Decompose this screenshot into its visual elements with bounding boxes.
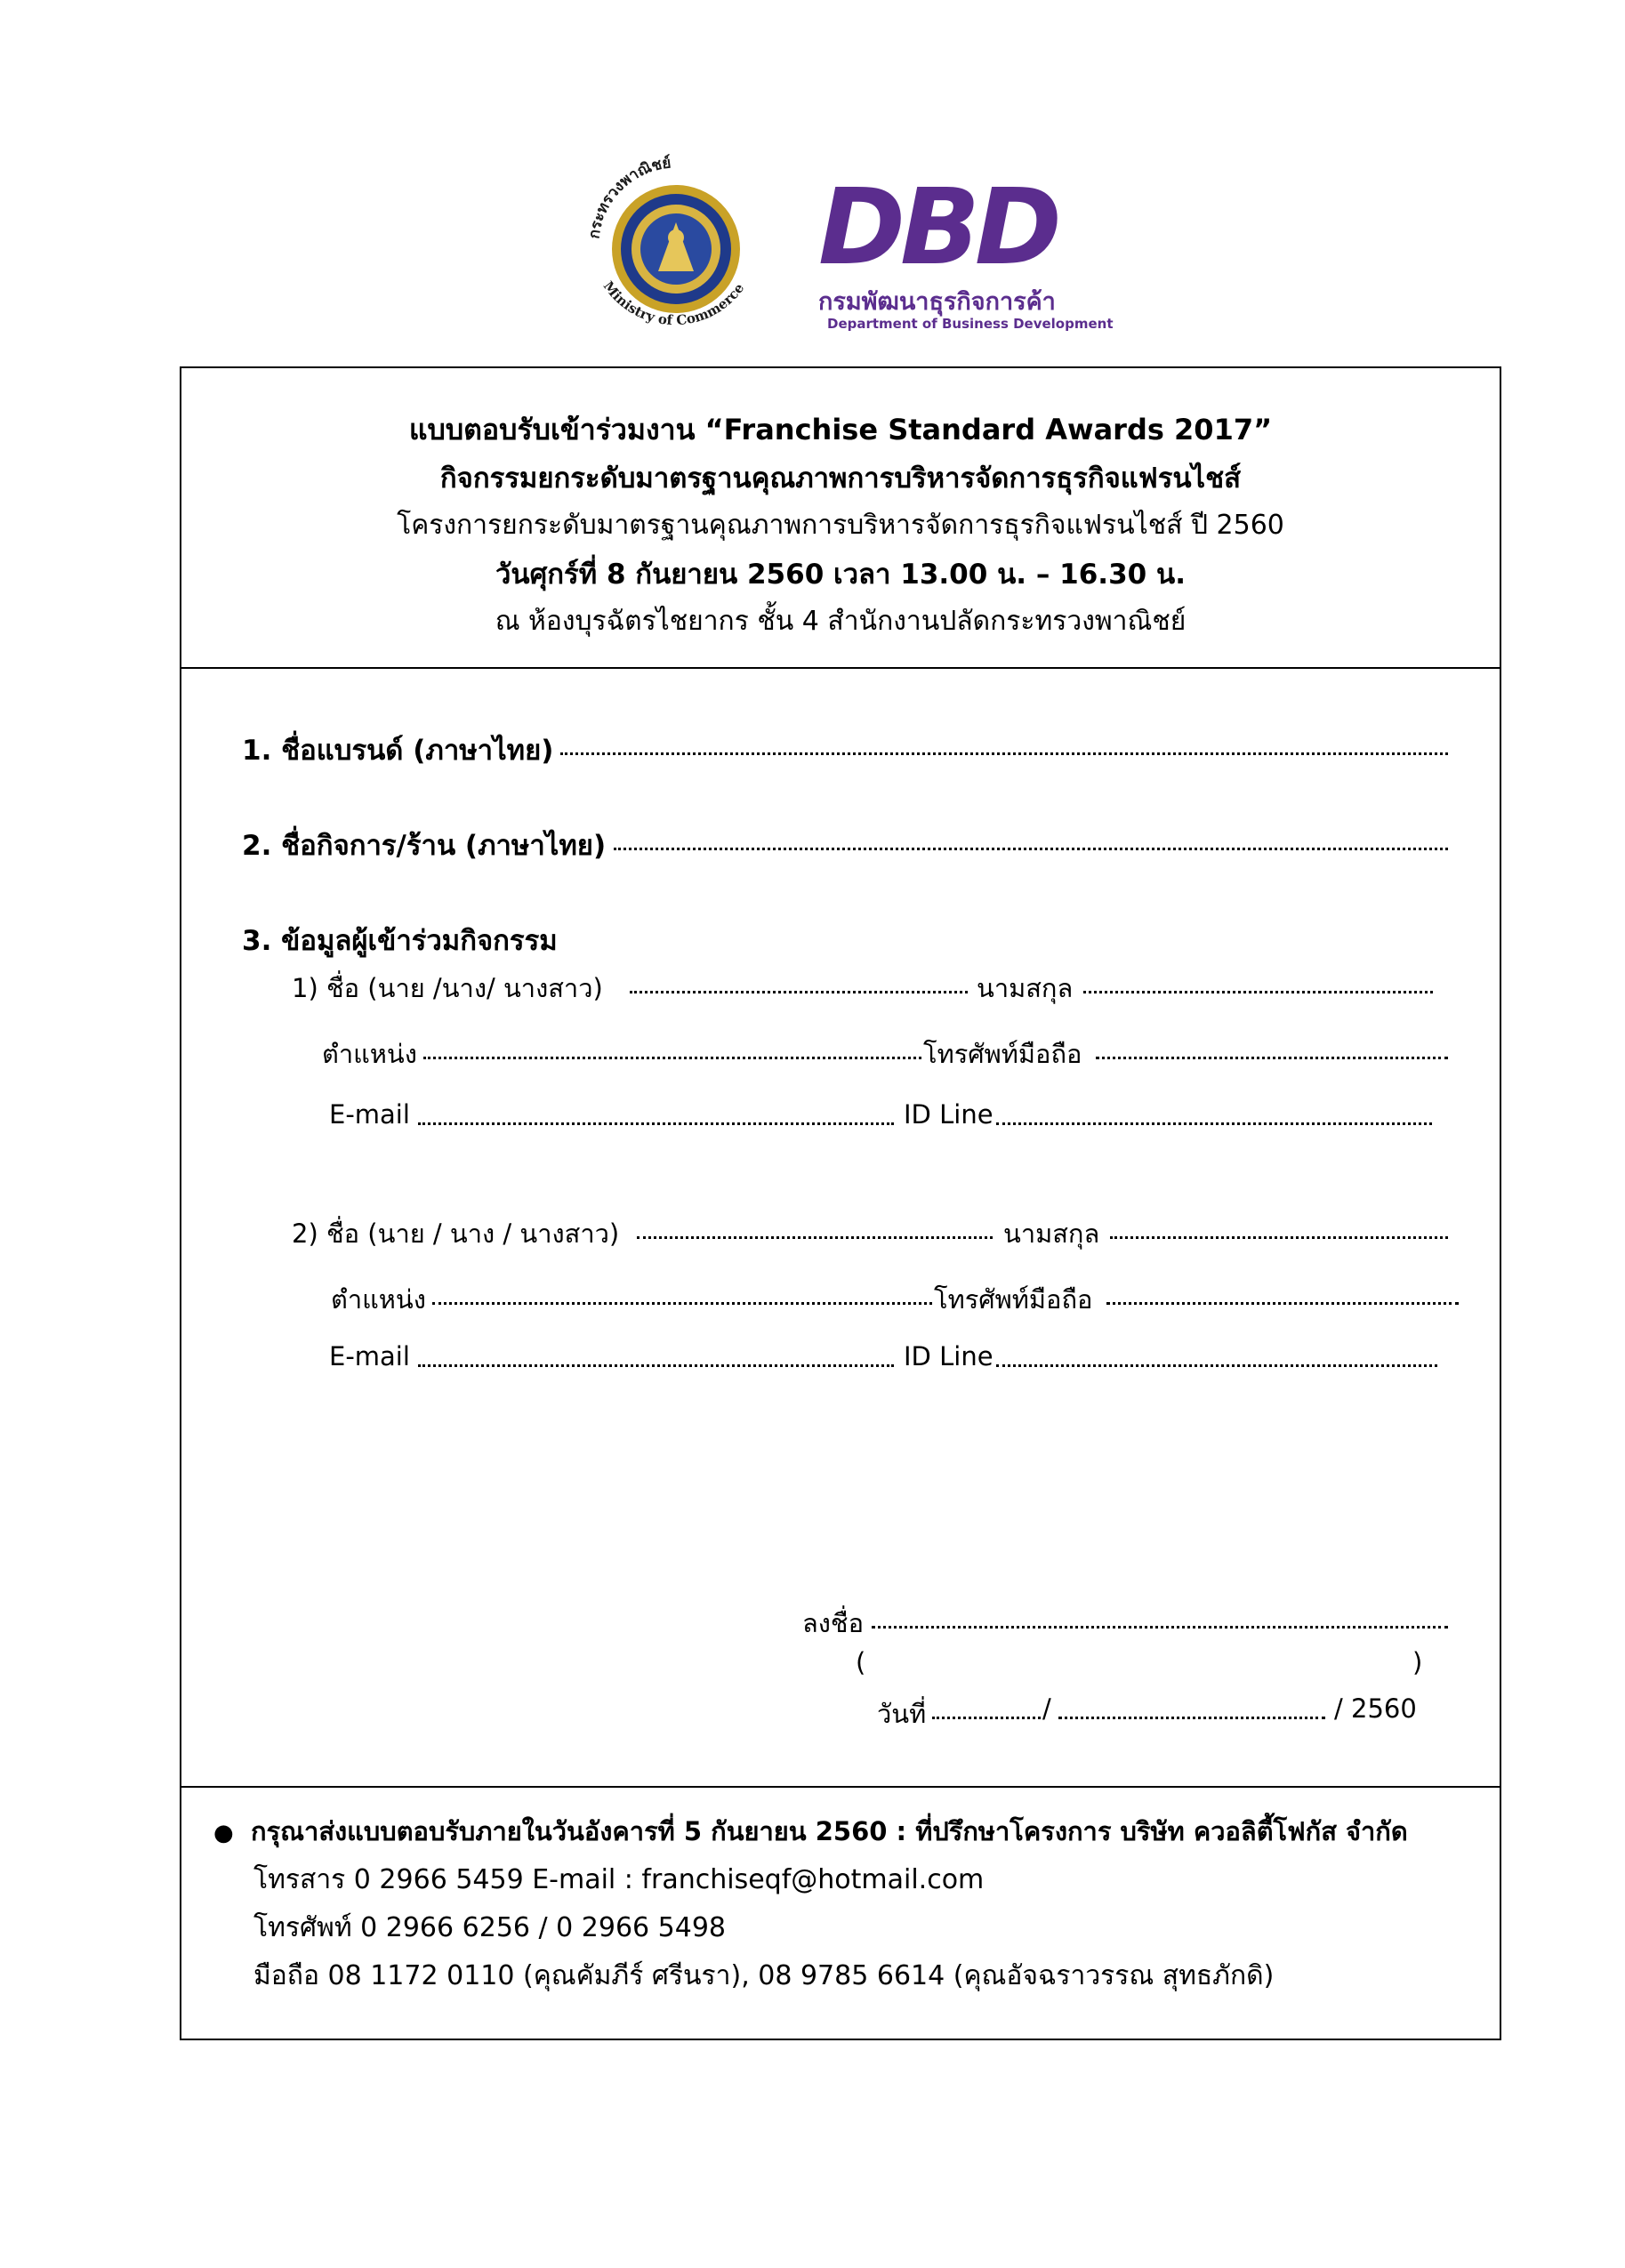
p2-name-label: 2) ชื่อ (นาย / นาง / นางสาว) bbox=[292, 1218, 620, 1249]
p1-line-label: ID Line bbox=[904, 1099, 994, 1130]
p2-name-field[interactable] bbox=[637, 1229, 993, 1239]
mobile-contacts-line: มือถือ 08 1172 0110 (คุณคัมภีร์ ศรีนรา), 08 9785 6614 (คุณอัจฉราวรรณ สุทธภักดิ) bbox=[253, 1960, 1275, 1991]
project-title: โครงการยกระดับมาตรฐานคุณภาพการบริหารจัดการธุรกิจแฟรนไชส์ ปี 2560 bbox=[397, 510, 1284, 541]
dbd-wordmark: DBD bbox=[818, 165, 1057, 288]
seal-arc-bottom-text: Ministry of Commerce bbox=[599, 277, 748, 329]
submission-notice: กรุณาส่งแบบตอบรับภายในวันอังคารที่ 5 กันยายน 2560 : ที่ปรึกษาโครงการ บริษัท ควอลิตี้โฟกัส จำกัด bbox=[251, 1816, 1408, 1846]
p2-email-label: E-mail bbox=[329, 1341, 410, 1371]
p2-mobile-label: โทรศัพท์มือถือ bbox=[934, 1284, 1093, 1315]
p2-position-field[interactable] bbox=[432, 1295, 932, 1305]
brand-name-field[interactable] bbox=[560, 745, 1448, 755]
p1-line-field[interactable] bbox=[996, 1115, 1432, 1125]
p1-surname-field[interactable] bbox=[1083, 984, 1433, 993]
signature-label: ลงชื่อ bbox=[802, 1608, 865, 1638]
p2-mobile-field[interactable] bbox=[1106, 1295, 1459, 1305]
p1-mobile-field[interactable] bbox=[1096, 1050, 1448, 1059]
header-divider bbox=[180, 667, 1501, 669]
p1-position-field[interactable] bbox=[423, 1050, 921, 1059]
dbd-thai-name: กรมพัฒนาธุรกิจการค้า bbox=[818, 288, 1056, 316]
shop-name-label: 2. ชื่อกิจการ/ร้าน (ภาษาไทย) bbox=[242, 830, 607, 862]
shop-name-field[interactable] bbox=[614, 840, 1448, 850]
signature-open-paren: ( bbox=[856, 1647, 866, 1677]
p1-name-field[interactable] bbox=[630, 984, 968, 993]
fax-email-line: โทรสาร 0 2966 5459 E-mail : franchiseqf@hotmail.com bbox=[253, 1864, 985, 1895]
date-day-field[interactable] bbox=[932, 1709, 1041, 1719]
p1-position-label: ตำแหน่ง bbox=[322, 1039, 417, 1069]
p2-line-field[interactable] bbox=[996, 1357, 1437, 1367]
p1-email-label: E-mail bbox=[329, 1099, 410, 1130]
p2-email-field[interactable] bbox=[418, 1357, 894, 1367]
p1-email-field[interactable] bbox=[418, 1115, 894, 1125]
date-slash: / bbox=[1042, 1693, 1051, 1724]
event-datetime: วันศุกร์ที่ 8 กันยายน 2560 เวลา 13.00 น. – 16.30 น. bbox=[495, 559, 1186, 591]
footer-divider bbox=[180, 1786, 1501, 1788]
form-title: แบบตอบรับเข้าร่วมงาน “Franchise Standard Awards 2017” bbox=[408, 413, 1273, 446]
date-month-field[interactable] bbox=[1058, 1709, 1325, 1719]
p2-surname-label: นามสกุล bbox=[1003, 1218, 1100, 1249]
p1-name-label: 1) ชื่อ (นาย /นาง/ นางสาว) bbox=[292, 973, 603, 1003]
event-venue: ณ ห้องบุรฉัตรไชยากร ชั้น 4 สำนักงานปลัดกระทรวงพาณิชย์ bbox=[495, 606, 1187, 637]
signature-close-paren: ) bbox=[1412, 1647, 1423, 1677]
ministry-of-commerce-seal-logo bbox=[574, 138, 778, 342]
dbd-logo bbox=[818, 165, 1114, 342]
phone-line: โทรศัพท์ 0 2966 6256 / 0 2966 5498 bbox=[253, 1912, 727, 1943]
p1-mobile-label: โทรศัพท์มือถือ bbox=[923, 1039, 1082, 1069]
p2-surname-field[interactable] bbox=[1110, 1229, 1448, 1239]
seal-arc-top-text: กระทรวงพาณิชย์ bbox=[585, 154, 672, 240]
date-year: / 2560 bbox=[1334, 1693, 1417, 1724]
footer-bullet: ● bbox=[213, 1820, 234, 1846]
signature-field[interactable] bbox=[872, 1619, 1448, 1629]
participants-label: 3. ข้อมูลผู้เข้าร่วมกิจกรรม bbox=[242, 925, 558, 957]
dbd-english-name: Department of Business Development bbox=[827, 316, 1114, 332]
activity-title: กิจกรรมยกระดับมาตรฐานคุณภาพการบริหารจัดการธุรกิจแฟรนไชส์ bbox=[439, 462, 1242, 495]
p1-surname-label: นามสกุล bbox=[977, 973, 1074, 1003]
p2-line-label: ID Line bbox=[904, 1341, 994, 1371]
brand-name-label: 1. ชื่อแบรนด์ (ภาษาไทย) bbox=[242, 735, 554, 767]
date-label: วันที่ bbox=[877, 1699, 927, 1729]
p2-position-label: ตำแหน่ง bbox=[331, 1284, 426, 1315]
